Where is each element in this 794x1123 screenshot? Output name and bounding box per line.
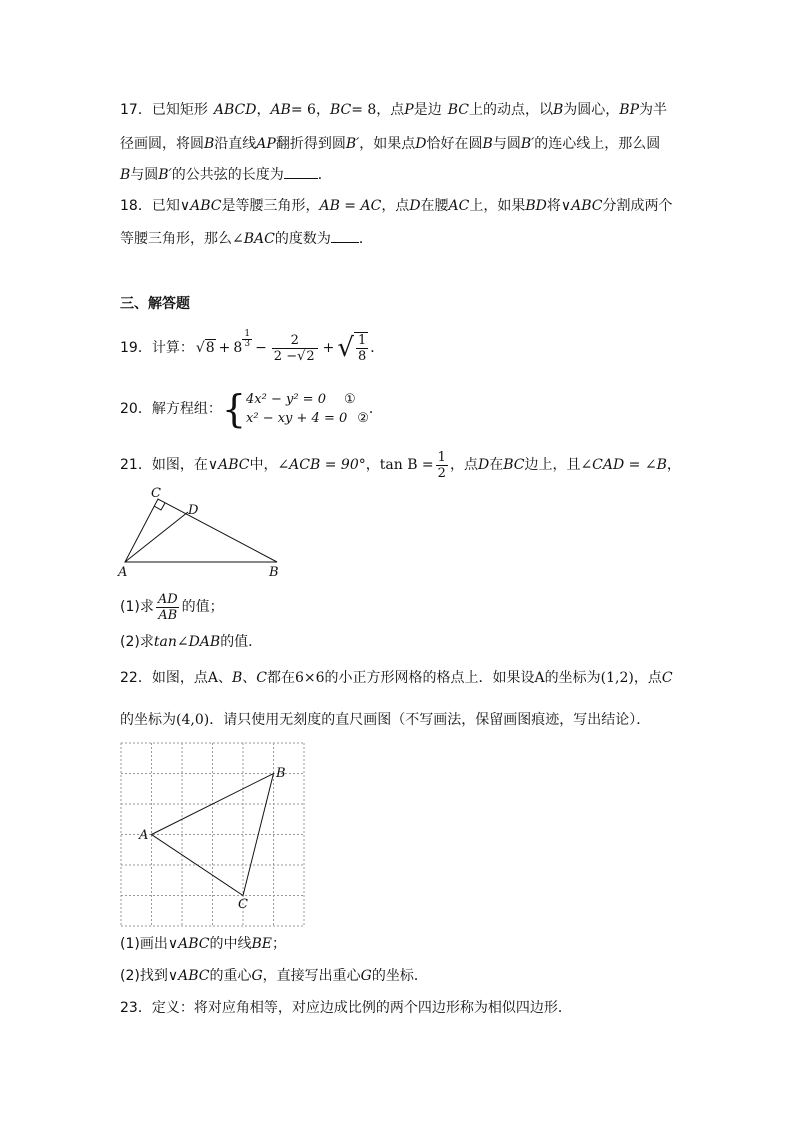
triangle-figure-q21 (110, 484, 300, 580)
left-brace: { (221, 387, 247, 431)
equation-system: 4x² − y² = 0 ① x² − xy + 4 = 0 ② (246, 392, 369, 426)
q22-part1: (1)画出∨ABC的中线BE； (120, 936, 286, 952)
label-c: C (238, 897, 248, 912)
grid-figure-q22 (118, 740, 312, 930)
q17-line3: B与圆B′的公共弦的长度为 ． (120, 164, 332, 185)
label-a: A (139, 828, 149, 843)
q21-part2: (2)求tan∠DAB的值． (120, 634, 263, 650)
label-b: B (269, 565, 279, 580)
q22-part2: (2)找到∨ABC的重心G，直接写出重心G的坐标． (120, 968, 428, 984)
label-a: A (118, 565, 128, 580)
section-heading: 三、解答题 (120, 296, 190, 312)
q17-line2: 径画圆，将圆B沿直线AP翻折得到圆B′，如果点D恰好在圆B与圆B′的连心线上，那么圆 (120, 136, 661, 152)
q18-line2: 等腰三角形，那么∠BAC的度数为 ． (120, 228, 373, 249)
fraction: $\frac{2}{2 -√2}$ (272, 333, 318, 364)
q17-line1: 17．已知矩形 ABCD，AB= 6，BC= 8，点P是边 BC上的动点，以B为圆心，BP为半 (120, 102, 667, 118)
segment-ad (125, 512, 188, 562)
q20-line: 20．解方程组： { 4x² − y² = 0 ① x² − xy + 4 = 0 ② ． (120, 387, 383, 431)
q18-line1: 18．已知∨ABC是等腰三角形，AB = AC，点D在腰AC上，如果BD将∨ABC分割成两个 (120, 198, 673, 214)
label-b: B (276, 766, 286, 781)
fraction-ad-ab: $\frac{AD}{AB}$ (157, 591, 178, 623)
label-d: D (188, 503, 199, 518)
q21-part1: (1)求 $\frac{AD}{AB}$ 的值； (120, 591, 224, 623)
sqrt-fraction: √ (337, 333, 354, 363)
triangle-abc (125, 499, 277, 562)
q21-line: 21．如图，在 ∨ ABC 中， ∠ACB = 90° ， tan B = $\frac{1}{2}$ ，点 D 在 BC 边上，且 ∠CAD = ∠B ， (120, 449, 681, 481)
q23-line: 23．定义：将对应角相等，对应边成比例的两个四边形称为相似四边形． (120, 1000, 572, 1016)
q22-line2: 的坐标为(4,0)．请只使用无刻度的直尺画图（不写画法，保留画图痕迹，写出结论）． (120, 712, 651, 728)
q19-line: 19．计算： √8 + 8 $\frac{1}{3}$ − $\frac{2}{2 -√2}$ + √ $\frac{1}{8}$ ． (120, 328, 385, 364)
answer-blank (331, 228, 359, 243)
exponent-fraction: $\frac{1}{3}$ (244, 328, 251, 349)
answer-blank (284, 164, 318, 179)
sqrt-8: √8 (195, 340, 215, 356)
label-c: C (151, 486, 161, 501)
q22-line1: 22．如图，点A、B、C都在6×6的小正方形网格的格点上．如果设A的坐标为(1,2)，点C (120, 670, 673, 686)
fraction: $\frac{1}{2}$ (437, 449, 446, 481)
